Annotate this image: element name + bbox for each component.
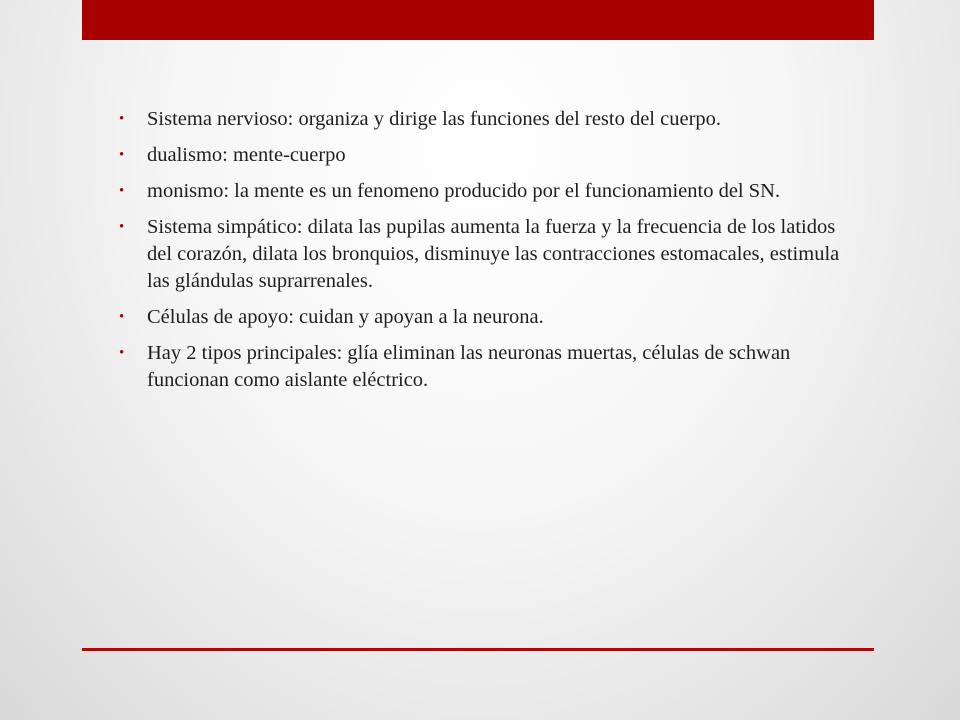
slide-content [118,106,848,403]
bullet-item [118,214,848,295]
bullet-text: Sistema simpático: dilata las pupilas aumenta la fuerza y la frecuencia de los latidos del corazón, dilata los bronquios, disminuye las contracciones estomacales, estimula las glándulas suprarrenales. [147,216,840,292]
bullet-item [118,178,848,205]
bullet-icon: • [119,147,125,163]
bullet-text: Sistema nervioso: organiza y dirige las funciones del resto del cuerpo. [147,108,722,130]
bullet-item [118,304,848,331]
bullet-text: monismo: la mente es un fenomeno producido por el funcionamiento del SN. [147,180,781,202]
bullet-text: Hay 2 tipos principales: glía eliminan las neuronas muertas, células de schwan funcionan como aislante eléctrico. [147,342,791,391]
bullet-icon: • [119,111,125,127]
bullet-text: dualismo: mente-cuerpo [147,144,346,166]
top-accent-bar [82,0,874,40]
bullet-icon: • [119,219,125,235]
bullet-icon: • [119,183,125,199]
bottom-divider-line [82,648,874,651]
bullet-text: Células de apoyo: cuidan y apoyan a la neurona. [147,306,544,328]
bullet-item [118,106,848,133]
bullet-icon: • [119,309,125,325]
bullet-item [118,142,848,169]
bullet-list [118,106,848,394]
bullet-item [118,340,848,394]
bullet-icon: • [119,345,125,361]
